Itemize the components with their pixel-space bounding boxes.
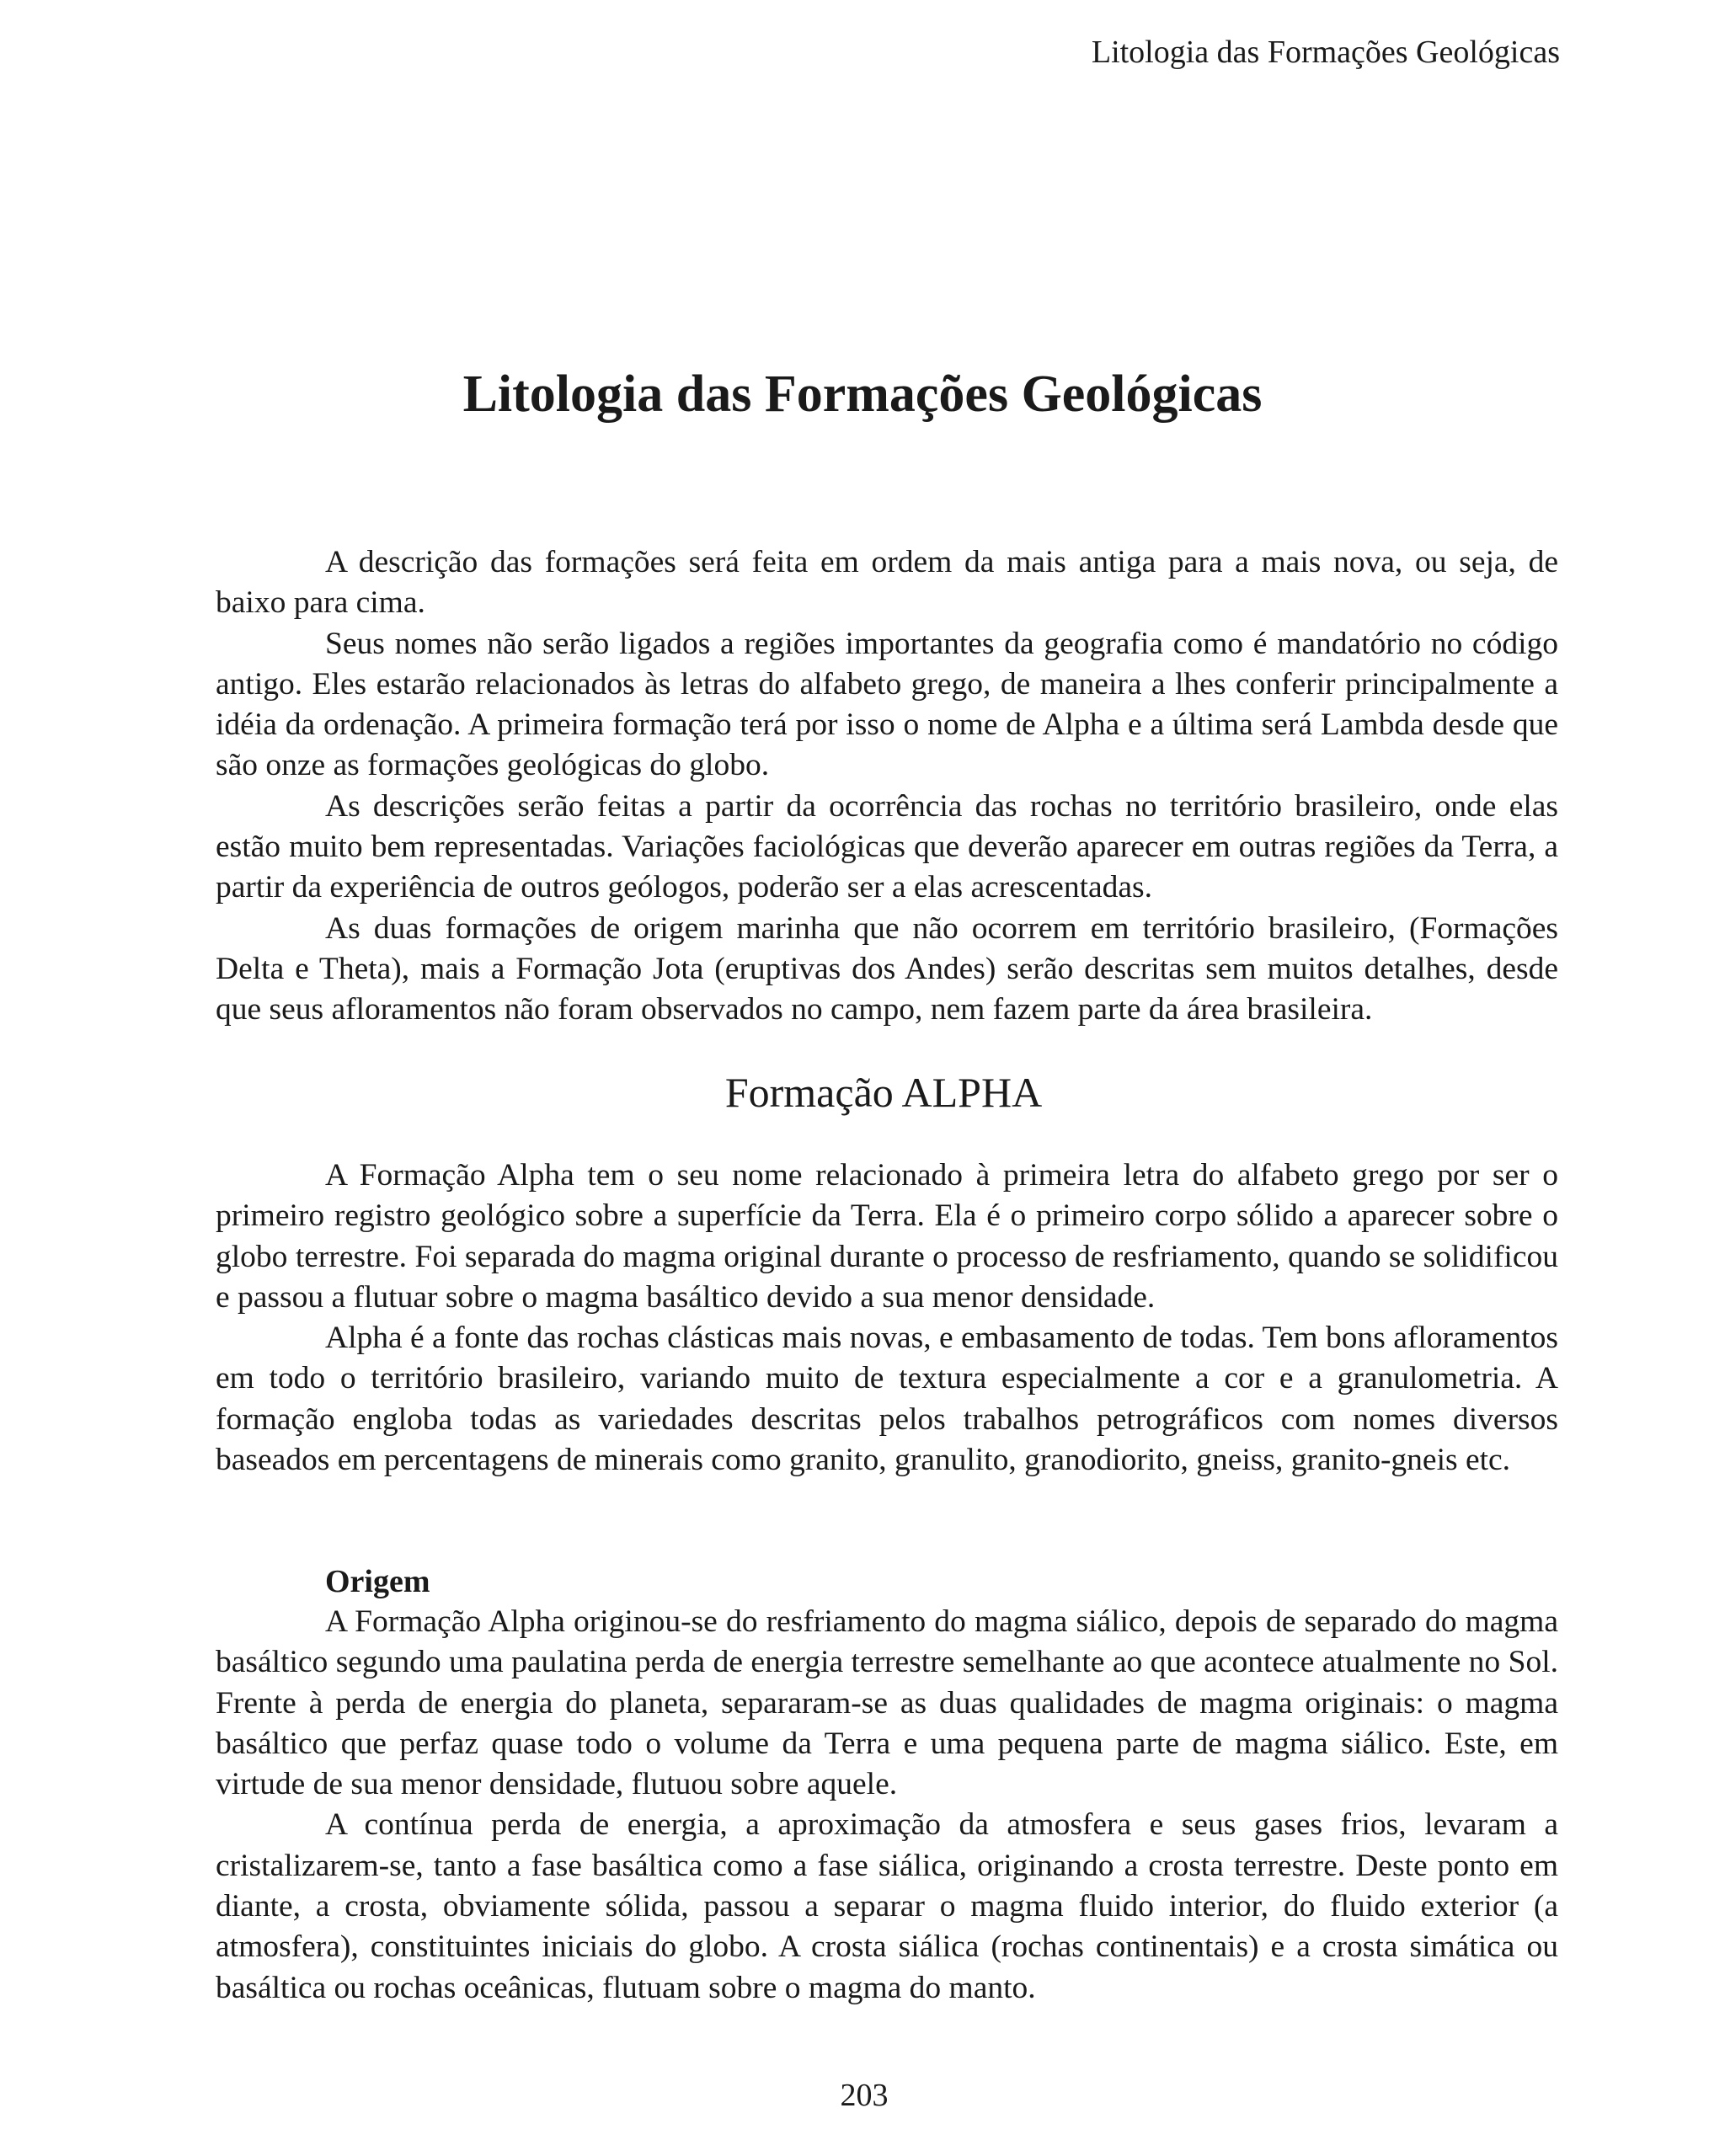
intro-paragraph-2: Seus nomes não serão ligados a regiões importantes da geografia como é mandatório no código antigo. Eles estarão relacionados às letras do alfabeto grego, de maneira a lhes conferir principalmente a idéia da ordenação. A primeira formação terá por isso o nome de Alpha e a última será Lambda desde que são onze as formações geológicas do globo. — [216, 626, 1558, 783]
origem-paragraph-2: A contínua perda de energia, a aproximação da atmosfera e seus gases frios, levaram a cristalizarem-se, tanto a fase basáltica como a fase siálica, originando a crosta terrestre. Deste ponto em diante, a crosta, obviamente sólida, passou a separar o magma fluido interior, do fluido exterior (a atmosfera), constituintes iniciais do globo. A crosta siálica (rochas continentais) e a crosta simática ou basáltica ou rochas oceânicas, flutuam sobre o magma do manto. — [216, 1807, 1558, 2005]
alpha-section — [216, 1155, 1558, 1481]
origem-paragraph-1: A Formação Alpha originou-se do resfriamento do magma siálico, depois de separado do magma basáltico segundo uma paulatina perda de energia terrestre semelhante ao que acontece atualmente no Sol. Frente à perda de energia do planeta, separaram-se as duas qualidades de magma originais: o magma basáltico que perfaz quase todo o volume da Terra e uma pequena parte de magma siálico. Este, em virtude de sua menor densidade, flutuou sobre aquele. — [216, 1604, 1558, 1802]
alpha-paragraph-2: Alpha é a fonte das rochas clásticas mais novas, e embasamento de todas. Tem bons afloramentos em todo o território brasileiro, variando muito de textura especialmente a cor e a granulometria. A formação engloba todas as variedades descritas pelos trabalhos petrográficos com nomes diversos baseados em percentagens de minerais como granito, granulito, granodiorito, gneiss, granito-gneis etc. — [216, 1321, 1558, 1478]
origem-section — [216, 1602, 1558, 2009]
intro-paragraph-1: A descrição das formações será feita em ordem da mais antiga para a mais nova, ou seja, de baixo para cima. — [216, 545, 1558, 621]
running-header: Litologia das Formações Geológicas — [1091, 35, 1560, 70]
page-number: 203 — [840, 2078, 889, 2113]
intro-paragraph-3: As descrições serão feitas a partir da ocorrência das rochas no território brasileiro, onde elas estão muito bem representadas. Variações faciológicas que deverão aparecer em outras regiões da Terra, a partir da experiência de outros geólogos, poderão ser a elas acrescentadas. — [216, 788, 1558, 905]
intro-section — [216, 542, 1558, 1031]
subheading-origem: Origem — [325, 1564, 430, 1599]
alpha-paragraph-1: A Formação Alpha tem o seu nome relacionado à primeira letra do alfabeto grego por ser o primeiro registro geológico sobre a superfície da Terra. Ela é o primeiro corpo sólido a aparecer sobre o globo terrestre. Foi separada do magma original durante o processo de resfriamento, quando se solidificou e passou a flutuar sobre o magma basáltico devido a sua menor densidade. — [216, 1158, 1558, 1315]
intro-paragraph-4: As duas formações de origem marinha que não ocorrem em território brasileiro, (Formações Delta e Theta), mais a Formação Jota (eruptivas dos Andes) serão descritas sem muitos detalhes, desde que seus afloramentos não foram observados no campo, nem fazem parte da área brasileira. — [216, 910, 1558, 1027]
section-title-alpha: Formação ALPHA — [724, 1069, 1043, 1116]
page-title: Litologia das Formações Geológicas — [462, 366, 1263, 423]
